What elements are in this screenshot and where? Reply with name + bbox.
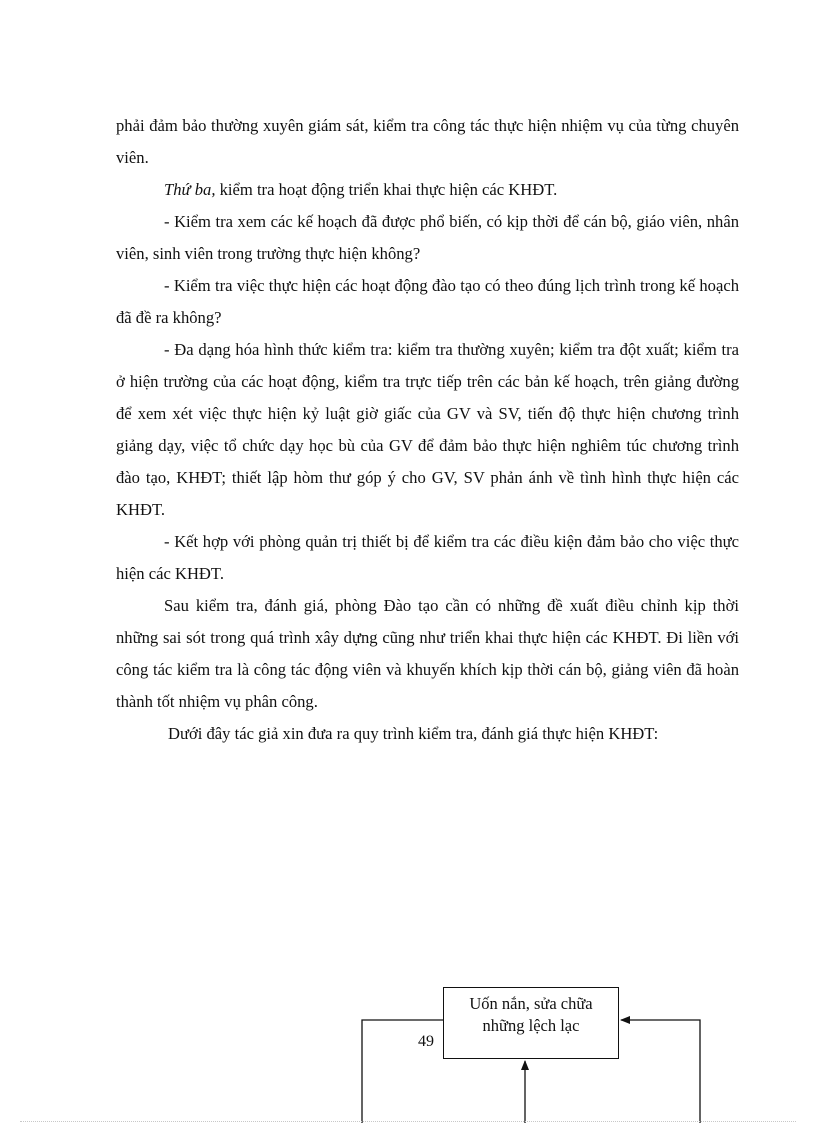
paragraph-3: - Kiểm tra xem các kế hoạch đã được phổ biến, có kịp thời để cán bộ, giáo viên, nhân viên, sinh viên trong trường thực hiện không? [116, 212, 739, 263]
page-number: 49 [418, 1033, 434, 1050]
paragraph-8: Dưới đây tác giả xin đưa ra quy trình kiểm tra, đánh giá thực hiện KHĐT: [168, 724, 659, 743]
right-connector-arrow [621, 1020, 700, 1123]
flow-box-correct-deviations [443, 987, 619, 1059]
flow-box-line-1: Uốn nắn, sửa chữa [469, 994, 593, 1013]
flow-box-line-2: những lệch lạc [482, 1016, 580, 1035]
paragraph-2-lead: Thứ ba, [164, 180, 216, 199]
paragraph-4: - Kiểm tra việc thực hiện các hoạt động đào tạo có theo đúng lịch trình trong kế hoạch đã đề ra không? [116, 276, 739, 327]
paragraph-7: Sau kiểm tra, đánh giá, phòng Đào tạo cần có những đề xuất điều chỉnh kịp thời những sai sót trong quá trình xây dựng cũng như triển khai thực hiện các KHĐT. Đi liền với công tác kiểm tra là công tác động viên và khuyến khích kịp thời cán bộ, giảng viên đã hoàn thành tốt nhiệm vụ phân công. [116, 596, 739, 711]
paragraph-1: phải đảm bảo thường xuyên giám sát, kiểm tra công tác thực hiện nhiệm vụ của từng chuyên viên. [116, 116, 739, 167]
footer-divider [20, 1121, 796, 1122]
paragraph-5: - Đa dạng hóa hình thức kiểm tra: kiểm tra thường xuyên; kiểm tra đột xuất; kiểm tra ở hiện trường của các hoạt động, kiểm tra trực tiếp trên các bản kế hoạch, trên giảng đường để xem xét việc thực hiện kỷ luật giờ giấc của GV và SV, tiến độ thực hiện chương trình giảng dạy, việc tổ chức dạy học bù của GV để đảm bảo thực hiện nghiêm túc chương trình đào tạo, KHĐT; thiết lập hòm thư góp ý cho GV, SV phản ánh về tình hình thực hiện các KHĐT. [116, 340, 739, 519]
paragraph-6: - Kết hợp với phòng quản trị thiết bị để kiểm tra các điều kiện đảm bảo cho việc thực hiện các KHĐT. [116, 532, 739, 583]
paragraph-2-text: kiểm tra hoạt động triển khai thực hiện các KHĐT. [215, 180, 558, 199]
